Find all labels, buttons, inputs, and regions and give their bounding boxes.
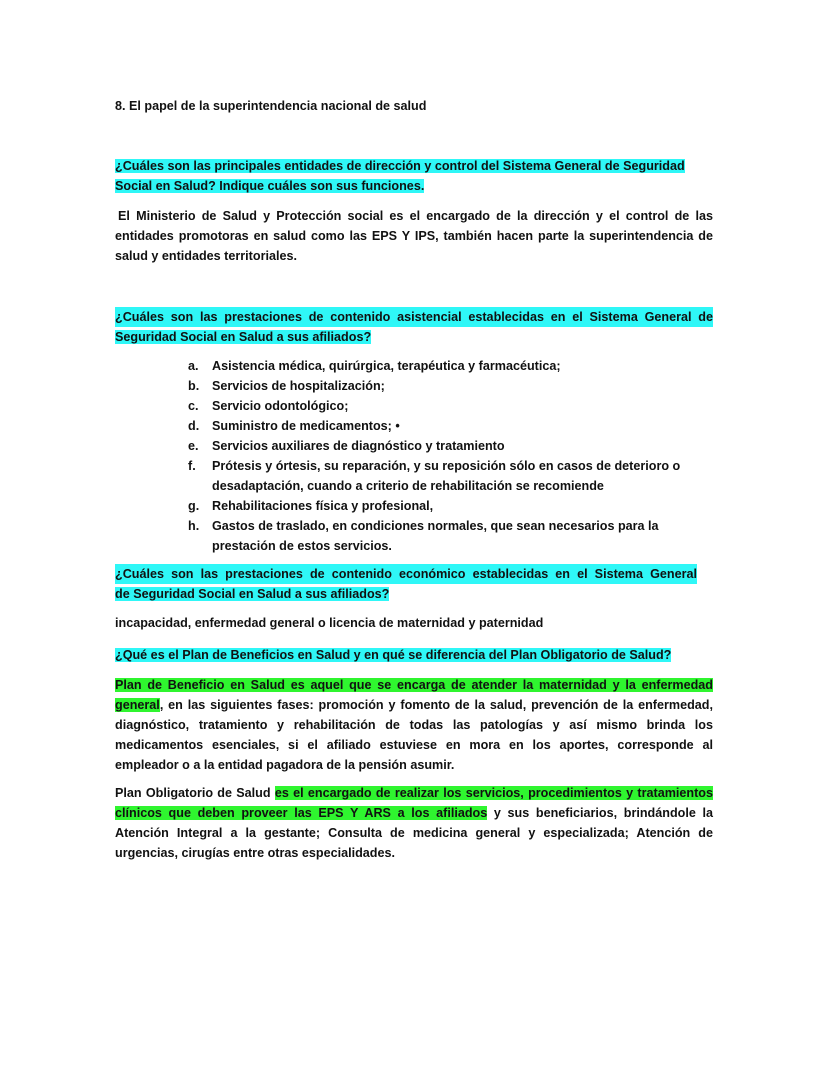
question-2-line-1: ¿Cuáles son las prestaciones de contenido asistencial establecidas en el Sistema General de [115, 307, 713, 327]
pos-rest: y sus beneficiarios, brindándole la Atención Integral a la gestante; Consulta de medicina general y especializada; Atención de urgencias, cirugías entre otras especialidades. [115, 806, 713, 860]
list-marker: e. [188, 439, 199, 453]
question-2 [115, 307, 713, 347]
list-text: Servicios de hospitalización; [212, 379, 385, 393]
list-item [188, 436, 688, 456]
pos-highlight: es el encargado de realizar los servicios, procedimientos y tratamientos clínicos que deben proveer las EPS Y ARS a los afiliados [115, 786, 713, 820]
list-item [188, 356, 688, 376]
section-heading: 8. El papel de la superintendencia nacional de salud [115, 99, 427, 113]
list-text: Asistencia médica, quirúrgica, terapéutica y farmacéutica; [212, 359, 561, 373]
question-1 [115, 156, 713, 196]
answer-3: incapacidad, enfermedad general o licencia de maternidad y paternidad [115, 616, 544, 630]
answer-1: El Ministerio de Salud y Protección social es el encargado de la dirección y el control de las entidades promotoras en salud como las EPS Y IPS, también hacen parte la superintendencia de salud y entidades territoriales. [115, 209, 713, 263]
pbs-highlight: Plan de Beneficio en Salud es aquel que se encarga de atender la maternidad y la enfermedad general [115, 678, 713, 712]
question-3-line-1: ¿Cuáles son las prestaciones de contenido económico establecidas en el Sistema General [115, 564, 697, 584]
question-2-line-2: Seguridad Social en Salud a sus afiliados? [115, 330, 372, 344]
list-marker: f. [188, 459, 196, 473]
list-item [188, 396, 688, 416]
question-4 [115, 645, 713, 665]
list-marker: c. [188, 399, 199, 413]
question-1-line-1: ¿Cuáles son las principales entidades de dirección y control del Sistema General de Seguridad [115, 159, 685, 173]
list-text: Servicio odontológico; [212, 399, 349, 413]
list-item [188, 516, 688, 556]
list-text: Rehabilitaciones física y profesional, [212, 499, 434, 513]
list-marker: d. [188, 419, 200, 433]
list-marker: g. [188, 499, 200, 513]
question-3 [115, 564, 697, 604]
pos-lead: Plan Obligatorio de Salud [115, 786, 275, 800]
answer-pos [115, 783, 713, 863]
list-item [188, 456, 688, 496]
list-marker: a. [188, 359, 199, 373]
list-item [188, 496, 688, 516]
list-marker: b. [188, 379, 200, 393]
assistance-list [188, 356, 688, 556]
answer-pbs [115, 675, 713, 775]
question-4-text: ¿Qué es el Plan de Beneficios en Salud y en qué se diferencia del Plan Obligatorio de Salud? [115, 648, 672, 662]
list-text: Prótesis y órtesis, su reparación, y su reposición sólo en casos de deterioro o desadaptación, cuando a criterio de rehabilitación se recomiende [212, 459, 681, 493]
pbs-rest: , en las siguientes fases: promoción y fomento de la salud, prevención de la enfermedad, diagnóstico, tratamiento y rehabilitación de todas las patologías y así mismo brinda los medicamentos esenciales, si el afiliado estuviese en mora en los aportes, corresponde al empleador o a la entidad pagadora de la pensión asumir. [115, 698, 713, 772]
question-1-line-2: Social en Salud? Indique cuáles son sus funciones. [115, 179, 425, 193]
list-text: Servicios auxiliares de diagnóstico y tratamiento [212, 439, 505, 453]
question-3-line-2: de Seguridad Social en Salud a sus afiliados? [115, 587, 390, 601]
list-text: Suministro de medicamentos; • [212, 419, 400, 433]
list-item [188, 416, 688, 436]
list-text: Gastos de traslado, en condiciones normales, que sean necesarios para la prestación de estos servicios. [212, 519, 659, 553]
list-item [188, 376, 688, 396]
list-marker: h. [188, 519, 200, 533]
